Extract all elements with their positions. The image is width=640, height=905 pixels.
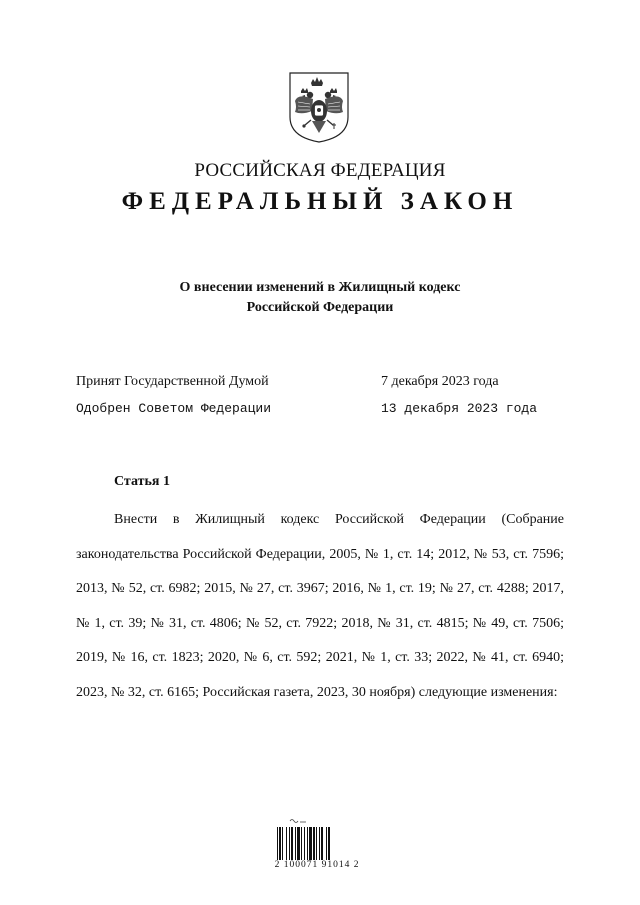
coat-of-arms-icon xyxy=(288,71,350,144)
law-title-line-1: О внесении изменений в Жилищный кодекс xyxy=(179,280,461,295)
council-approval-label: Одобрен Советом Федерации xyxy=(76,401,272,416)
barcode-icon xyxy=(276,818,356,862)
duma-adoption-date: 7 декабря 2023 года xyxy=(381,374,499,389)
council-approval-date: 13 декабря 2023 года xyxy=(381,401,538,416)
document-type: ФЕДЕРАЛЬНЫЙ ЗАКОН xyxy=(121,188,519,215)
country-name: РОССИЙСКАЯ ФЕДЕРАЦИЯ xyxy=(194,160,446,181)
article-body xyxy=(76,503,564,710)
barcode-number: 2 100071 91014 2 xyxy=(274,860,360,870)
article-heading: Статья 1 xyxy=(114,474,170,489)
law-title-line-2: Российской Федерации xyxy=(246,300,394,315)
article-paragraph: Внести в Жилищный кодекс Российской Федерации (Собрание законодательства Российской Федерации, 2005, № 1, ст. 14; 2012, № 53, ст. 7596; 2013, № 52, ст. 6982; 2015, № 27, ст. 3967; 2016, № 1, ст. 19; № 27, ст. 4288; 2017, № 1, ст. 39; № 31, ст. 4806; № 52, ст. 7922; 2018, № 31, ст. 4815; № 49, ст. 7506; 2019, № 16, ст. 1823; 2020, № 6, ст. 592; 2021, № 1, ст. 33; 2022, № 41, ст. 6940; 2023, № 32, ст. 6165; Российская газета, 2023, 30 ноября) следующие изменения: xyxy=(76,512,564,700)
duma-adoption-label: Принят Государственной Думой xyxy=(76,374,269,389)
law-title xyxy=(110,278,530,318)
